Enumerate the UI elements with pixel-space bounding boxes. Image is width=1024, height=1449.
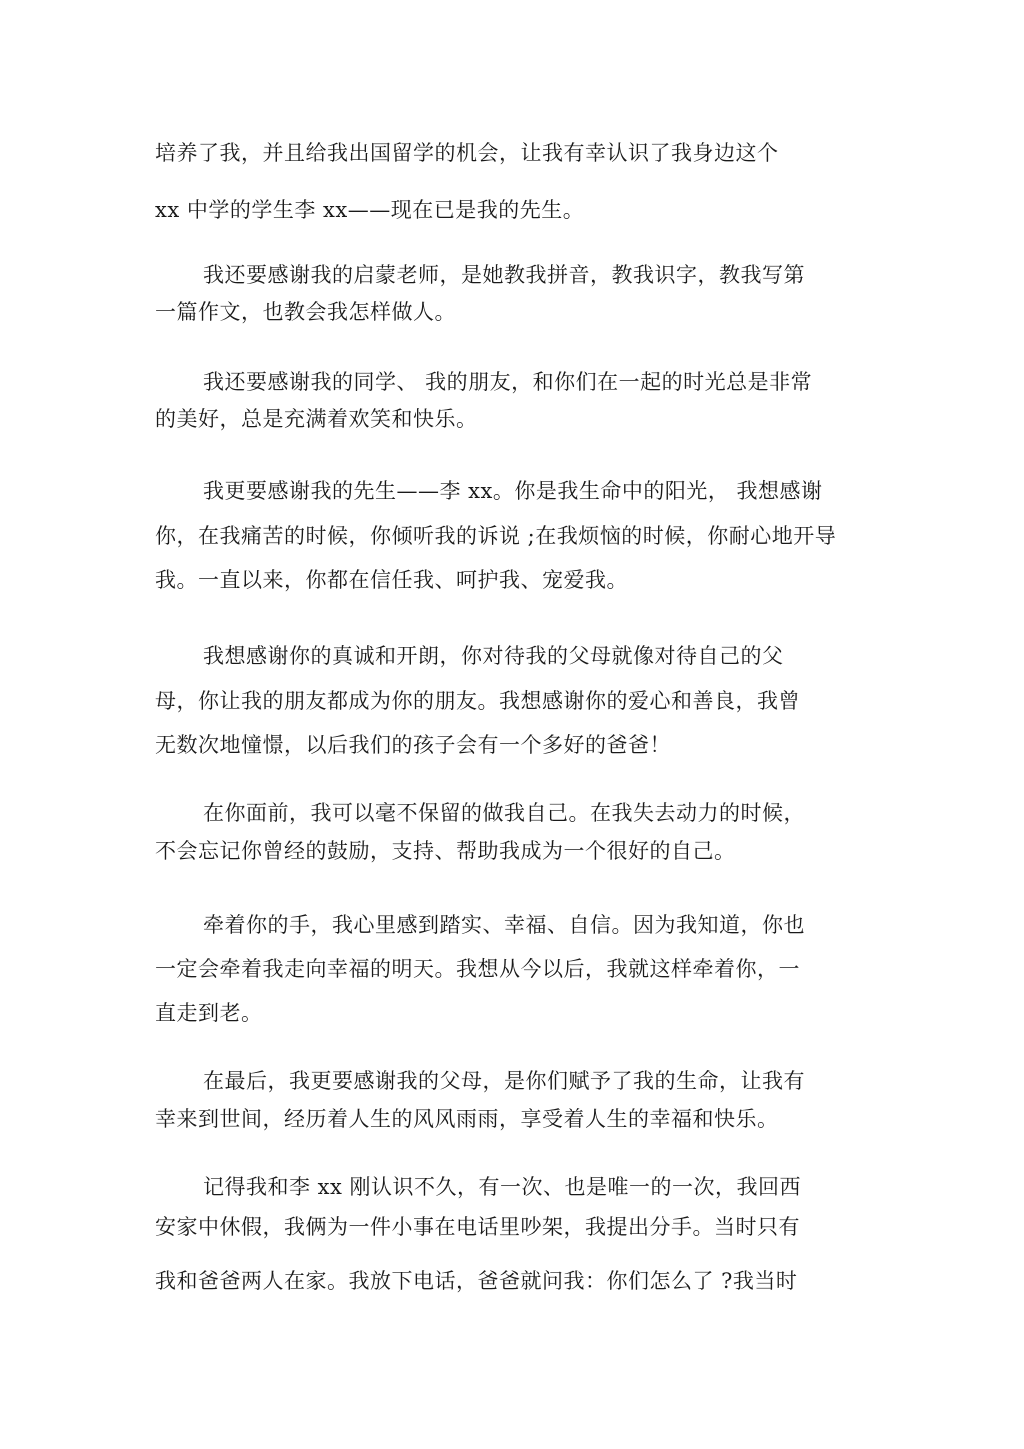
text-line: 幸来到世间，经历着人生的风风雨雨，享受着人生的幸福和快乐。 (155, 1107, 779, 1131)
text-line: 培养了我，并且给我出国留学的机会，让我有幸认识了我身边这个 (155, 141, 779, 165)
paragraph-first-line: 在你面前，我可以毫不保留的做我自己。在我失去动力的时候， (203, 801, 805, 825)
text-line: 安家中休假，我俩为一件小事在电话里吵架，我提出分手。当时只有 (155, 1215, 800, 1239)
text-line: 母，你让我的朋友都成为你的朋友。我想感谢你的爱心和善良，我曾 (155, 689, 800, 713)
paragraph-first-line: 牵着你的手，我心里感到踏实、幸福、自信。因为我知道，你也 (203, 913, 805, 937)
paragraph-first-line: 我还要感谢我的启蒙老师，是她教我拼音，教我识字，教我写第 (203, 263, 805, 287)
paragraph-first-line: 我想感谢你的真诚和开朗，你对待我的父母就像对待自己的父 (203, 644, 784, 668)
text-line: 你，在我痛苦的时候，你倾听我的诉说 ;在我烦恼的时候，你耐心地开导 (155, 524, 837, 548)
text-line: 无数次地憧憬，以后我们的孩子会有一个多好的爸爸！ (155, 733, 671, 757)
text-line: 的美好，总是充满着欢笑和快乐。 (155, 407, 478, 431)
text-line: xx 中学的学生李 xx——现在已是我的先生。 (155, 198, 585, 222)
text-line: 一篇作文，也教会我怎样做人。 (155, 300, 456, 324)
paragraph-first-line: 我更要感谢我的先生——李 xx。你是我生命中的阳光， 我想感谢 (203, 479, 823, 503)
text-line: 不会忘记你曾经的鼓励，支持、帮助我成为一个很好的自己。 (155, 839, 736, 863)
paragraph-first-line: 在最后，我更要感谢我的父母，是你们赋予了我的生命，让我有 (203, 1069, 805, 1093)
text-line: 一定会牵着我走向幸福的明天。我想从今以后，我就这样牵着你，一 (155, 957, 800, 981)
text-line: 我。一直以来，你都在信任我、呵护我、宠爱我。 (155, 568, 628, 592)
text-line: 我和爸爸两人在家。我放下电话，爸爸就问我：你们怎么了 ?我当时 (155, 1269, 798, 1293)
text-line: 直走到老。 (155, 1001, 263, 1025)
paragraph-first-line: 我还要感谢我的同学、 我的朋友，和你们在一起的时光总是非常 (203, 370, 813, 394)
paragraph-first-line: 记得我和李 xx 刚认识不久，有一次、也是唯一的一次，我回西 (203, 1175, 802, 1199)
